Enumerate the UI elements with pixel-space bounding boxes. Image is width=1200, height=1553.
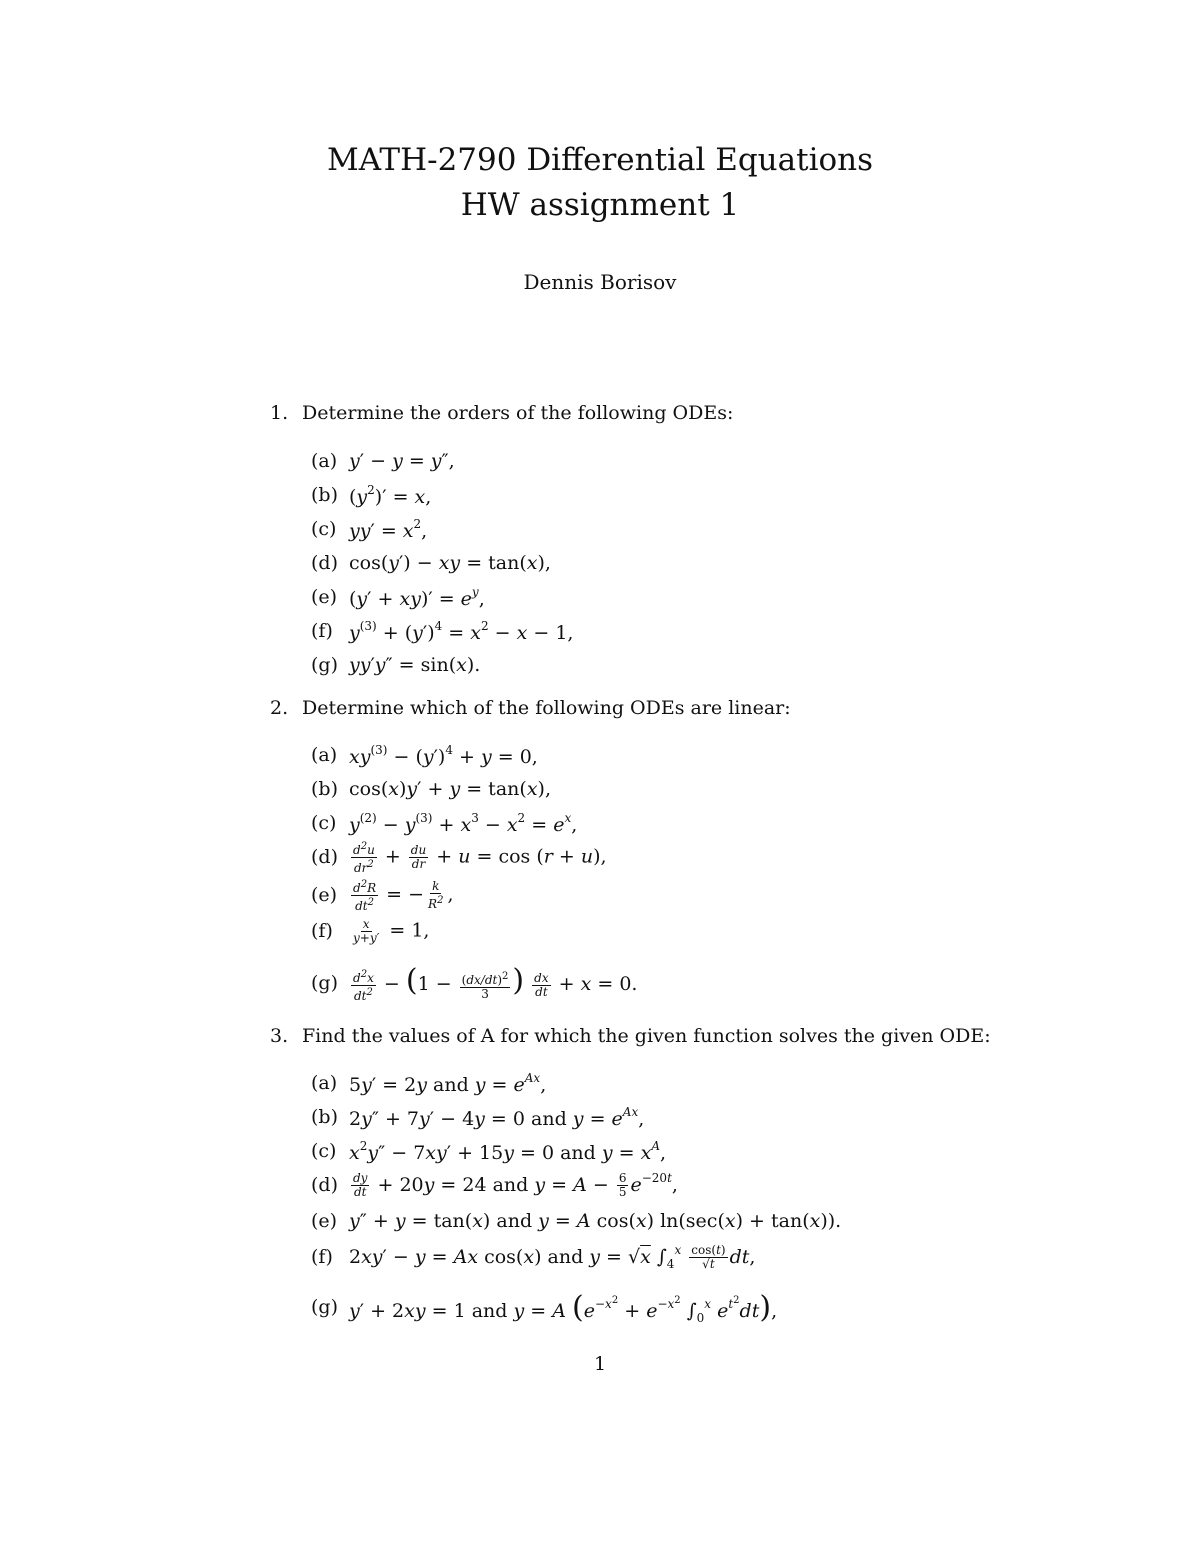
q3-item-f: [311, 1242, 755, 1272]
equation: y′ − y = y″,: [349, 450, 455, 472]
item-label: (e): [311, 1210, 338, 1232]
item-label: (g): [311, 972, 338, 994]
item-label: (b): [311, 778, 338, 800]
item-label: (f): [311, 1246, 333, 1268]
q1-item-c: [311, 514, 427, 544]
equation: $\frac{dy}{dt}$ + 20y = 24 and y = A − $\frac{6}{5}$ $e^{-20t}$,: [353, 1170, 678, 1200]
document-title: MATH-2790 Differential Equations: [326, 142, 874, 178]
author-name: Dennis Borisov: [523, 270, 677, 294]
item-label: (e): [311, 884, 338, 906]
item-label: (g): [311, 1296, 338, 1318]
question-text: Determine which of the following ODEs are linear:: [302, 697, 791, 719]
equation: 5y′ = 2y and $y = e^{Ax}$,: [349, 1070, 547, 1096]
equation: 2y″ + 7y′ − 4y = 0 and $y = e^{Ax}$,: [349, 1104, 645, 1130]
question-3: [270, 1025, 991, 1047]
q2-item-a: [311, 740, 538, 770]
q3-item-d: [311, 1170, 678, 1200]
q1-item-f: [311, 616, 573, 646]
q3-item-b: [311, 1102, 644, 1132]
item-label: (g): [311, 654, 338, 676]
q2-item-c: [311, 808, 577, 838]
q1-item-d: [311, 548, 551, 578]
question-number: 3.: [270, 1025, 289, 1047]
equation: cos(y′) − xy = tan(x),: [349, 552, 551, 574]
equation: cos(x)y′ + y = tan(x),: [349, 778, 551, 800]
question-1: [270, 402, 733, 424]
equation: y′ + 2xy = 1 and y = A ($e^{-x^2} + e^{-x^2}$ $\int_0^x$ $e^{t^2}dt$),: [349, 1289, 778, 1325]
item-label: (f): [311, 620, 333, 642]
q3-item-e: [311, 1206, 841, 1236]
equation: $xy^{(3)} - (y')^4 + y = 0$,: [349, 742, 538, 768]
item-label: (d): [311, 1174, 338, 1196]
q3-item-g: [311, 1289, 778, 1325]
question-text: Find the values of A for which the given function solves the given ODE:: [302, 1025, 991, 1047]
equation: 2xy′ − y = Ax cos(x) and y = √x $\int_4^x$ $\frac{\cos(t)}{√t}$ dt,: [349, 1242, 756, 1272]
equation: $\frac{d^2u}{dr^2}$ + $\frac{du}{dr}$ + u = cos (r + u),: [353, 840, 607, 875]
q2-item-b: [311, 774, 551, 804]
item-label: (d): [311, 846, 338, 868]
item-label: (c): [311, 518, 337, 540]
question-text: Determine the orders of the following ODEs:: [302, 402, 734, 424]
q1-item-a: [311, 446, 455, 476]
item-label: (c): [311, 1140, 337, 1162]
equation: $\frac{d^2R}{dt^2}$ = − $\frac{k}{R^2}$ ,: [353, 878, 454, 913]
q1-item-e: [311, 582, 485, 612]
page-number: 1: [593, 1353, 607, 1375]
equation: yy′y″ = sin(x).: [349, 654, 481, 676]
q3-item-a: [311, 1068, 546, 1098]
item-label: (c): [311, 812, 337, 834]
item-label: (b): [311, 484, 338, 506]
question-2: [270, 697, 791, 719]
item-label: (d): [311, 552, 338, 574]
item-label: (e): [311, 586, 338, 608]
q2-item-g: [311, 963, 638, 1003]
item-label: (f): [311, 920, 333, 942]
equation: $(y' + xy)' = e^y$,: [349, 584, 485, 610]
question-number: 1.: [270, 402, 289, 424]
equation: $y^{(2)} - y^{(3)} + x^3 - x^2 = e^x$,: [349, 810, 578, 836]
q3-item-c: [311, 1136, 666, 1166]
q2-item-d: [311, 840, 607, 875]
equation: $x^2y'' - 7xy' + 15y = 0$ and $y = x^A$,: [349, 1138, 667, 1164]
document-subtitle: HW assignment 1: [460, 187, 740, 223]
equation: $\frac{x}{y+y'}$ = 1,: [353, 916, 430, 945]
equation: $(y^2)' = x$,: [349, 482, 432, 508]
equation: $y^{(3)} + (y')^4 = x^2 - x - 1$,: [349, 618, 574, 644]
q2-item-f: [311, 916, 429, 946]
equation: $\frac{d^2x}{dt^2}$ − (1 − $\frac{(dx/dt)^2}{3}$ ) $\frac{dx}{dt}$ + x = 0.: [353, 963, 638, 1003]
equation: $yy' = x^2$,: [349, 516, 428, 542]
q2-item-e: [311, 878, 454, 913]
q1-item-b: [311, 480, 431, 510]
item-label: (a): [311, 450, 338, 472]
item-label: (a): [311, 1072, 338, 1094]
question-number: 2.: [270, 697, 289, 719]
equation: y″ + y = tan(x) and y = A cos(x) ln(sec(x) + tan(x)).: [349, 1210, 842, 1232]
item-label: (b): [311, 1106, 338, 1128]
q1-item-g: [311, 650, 480, 680]
item-label: (a): [311, 744, 338, 766]
